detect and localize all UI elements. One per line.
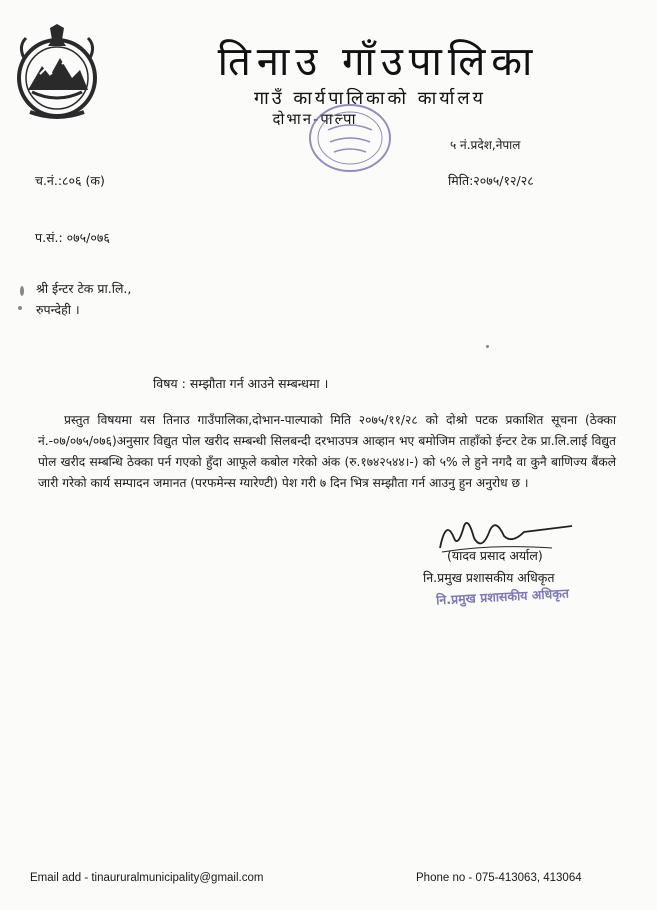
province-label: ५ नं.प्रदेश,नेपाल: [450, 138, 521, 152]
office-stamp-icon: [300, 100, 400, 176]
scan-speck: [20, 286, 24, 296]
signer-rubber-stamp: नि.प्रमुख प्रशासकीय अधिकृत: [435, 585, 570, 608]
letter-date: मिति:२०७५/१२/२८: [448, 173, 534, 188]
footer-email: Email add - tinaururalmunicipality@gmail.com: [30, 872, 264, 884]
footer-phone: Phone no - 075-413063, 413064: [416, 872, 582, 884]
chalani-number: च.नं.:८०६ (क): [35, 173, 105, 188]
nepal-emblem-icon: [10, 22, 104, 126]
letter-body: प्रस्तुत विषयमा यस तिनाउ गाउँपालिका,दोभान-पाल्पाको मिति २०७५/११/२८ को दोश्रो पटक प्रकाशित सूचना (ठेक्का नं.-०७/०७५/०७६)अनुसार विद्युत पोल खरीद सम्बन्धी सिलबन्दी दरभाउपत्र आव्हान भए बमोजिम ताहाँको ईन्टर टेक प्रा.लि.लाई विद्युत पोल खरीद सम्बन्धि ठेक्का पर्न गएको हुँदा आफूले कबोल गरेको अंक (रु.१७४२५४४।-) को ५% ले हुने नगदै वा कुनै बाणिज्य बैंकले जारी गरेको कार्य सम्पादन जमानत (परफमेन्स ग्यारेण्टी) पेश गरी ७ दिन भित्र सम्झौता गर्न आउनु हुन अनुरोध छ ।: [38, 413, 616, 490]
recipient-name: श्री ईन्टर टेक प्रा.लि.,: [36, 281, 132, 296]
scan-speck: [486, 345, 489, 348]
letter-subject: विषय : सम्झौता गर्न आउने सम्बन्धमा ।: [153, 376, 329, 391]
recipient-address: रुपन्देही ।: [36, 302, 80, 317]
signer-name: (यादव प्रसाद अर्याल): [447, 548, 543, 563]
scan-speck: [18, 306, 22, 310]
office-location: दोभान-पाल्पा: [272, 110, 358, 128]
municipality-title: तिनाउ गाँउपालिका: [217, 39, 539, 85]
signer-title: नि.प्रमुख प्रशासकीय अधिकृत: [423, 570, 555, 585]
office-name: गाउँ कार्यपालिकाको कार्यालय: [254, 88, 486, 109]
patra-sankhya: प.सं.: ०७५/०७६: [35, 230, 110, 245]
